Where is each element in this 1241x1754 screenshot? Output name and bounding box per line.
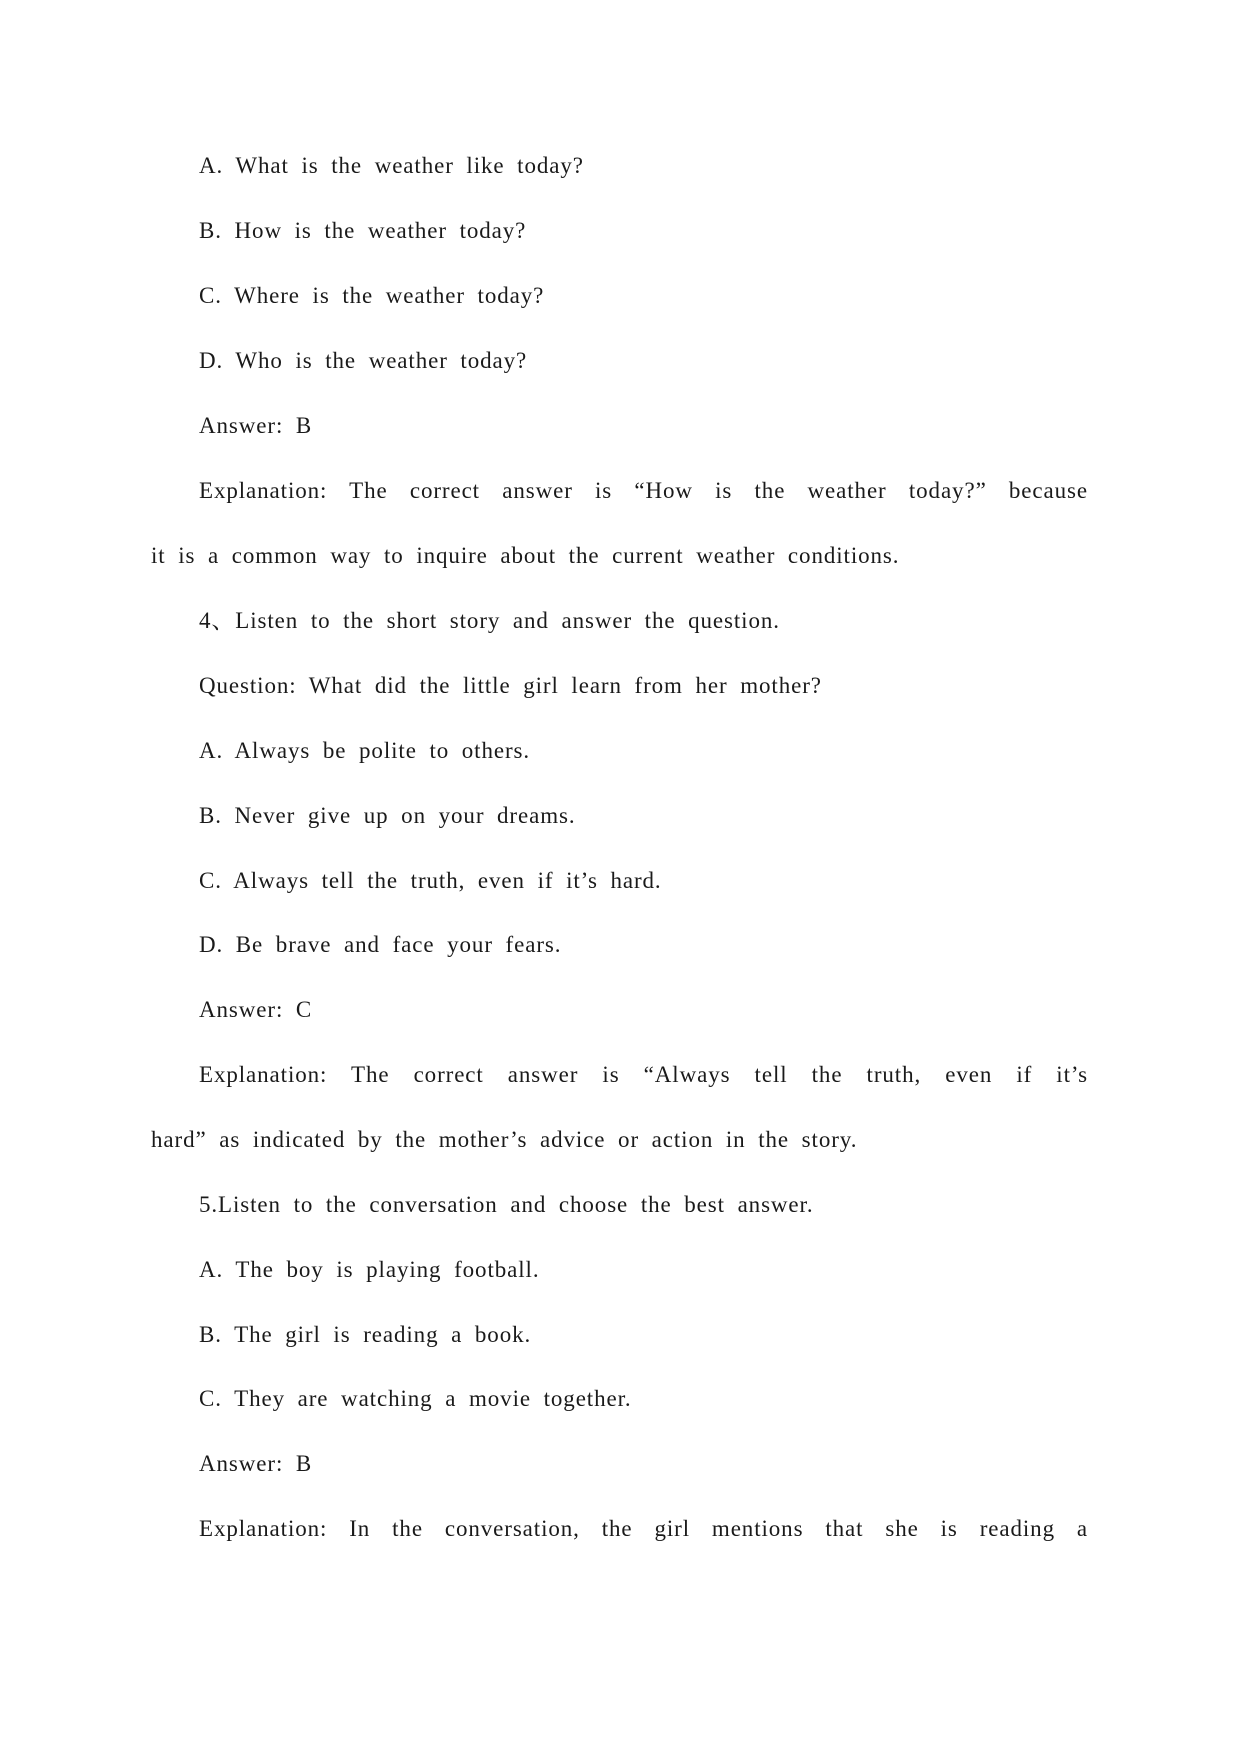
q4-question: Question: What did the little girl learn from her mother?	[199, 673, 822, 698]
q3-option-c: C. Where is the weather today?	[199, 283, 545, 308]
q4-option-a: A. Always be polite to others.	[199, 738, 531, 763]
q3-option-b: B. How is the weather today?	[199, 218, 527, 243]
q5-instruction: 5.Listen to the conversation and choose the best answer.	[199, 1192, 814, 1217]
q4-option-c: C. Always tell the truth, even if it’s hard.	[199, 868, 662, 893]
q5-option-b: B. The girl is reading a book.	[199, 1322, 532, 1347]
q4-answer: Answer: C	[199, 997, 313, 1022]
q4-option-d: D. Be brave and face your fears.	[199, 932, 562, 957]
q4-explanation-line-2: hard” as indicated by the mother’s advice or action in the story.	[151, 1127, 858, 1152]
q3-option-d: D. Who is the weather today?	[199, 348, 528, 373]
q3-option-a: A. What is the weather like today?	[199, 153, 584, 178]
q4-instruction: 4、Listen to the short story and answer the question.	[199, 608, 780, 633]
q5-explanation-line-1: Explanation: In the conversation, the girl mentions that she is reading a	[199, 1516, 1088, 1541]
q3-answer: Answer: B	[199, 413, 313, 438]
q4-explanation-line-1: Explanation: The correct answer is “Always tell the truth, even if it’s	[199, 1062, 1088, 1087]
q5-answer: Answer: B	[199, 1451, 313, 1476]
q5-option-c: C. They are watching a movie together.	[199, 1386, 632, 1411]
q4-option-b: B. Never give up on your dreams.	[199, 803, 576, 828]
q5-option-a: A. The boy is playing football.	[199, 1257, 540, 1282]
q3-explanation-line-2: it is a common way to inquire about the current weather conditions.	[151, 543, 900, 568]
q3-explanation-line-1: Explanation: The correct answer is “How is the weather today?” because	[199, 478, 1088, 503]
